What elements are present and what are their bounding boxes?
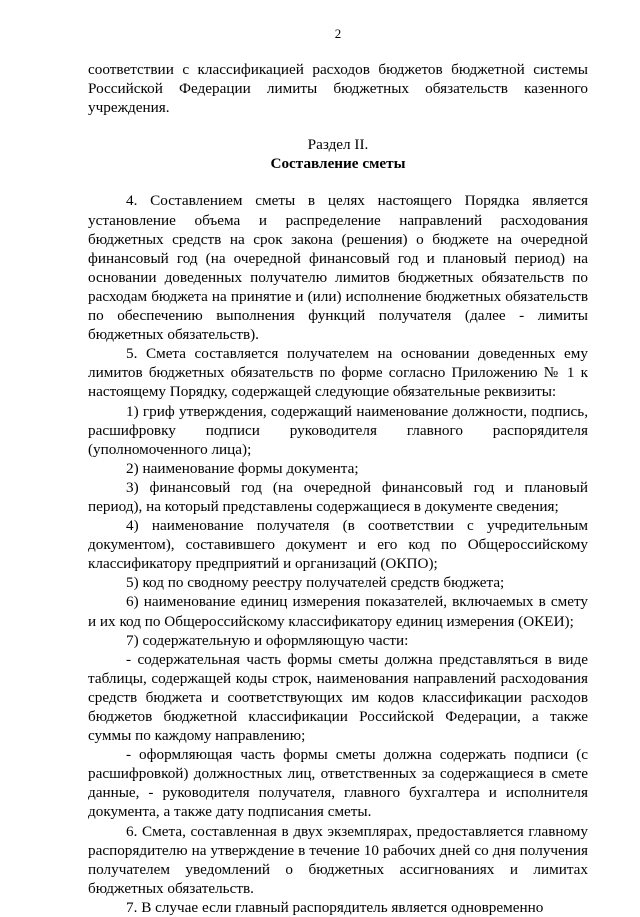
formatting-part-item: - оформляющая часть формы сметы должна содержать подписи (с расшифровкой) должностных лиц, ответственных за содержащиеся в смете данные, - руководителя получателя, главного бухгалтера и исполнителя документа, а также дату подписания сметы. — [88, 746, 588, 821]
requisite-7: 7) содержательную и оформляющую части: — [126, 631, 409, 649]
paragraph-4: 4. Составлением сметы в целях настоящего Порядка является установление объема и распределение направлений расходования бюджетных средств на срок закона (решения) о бюджете на очередной финансовый год (на очередной финансовый год и плановый период) на основании доведенных получателю лимитов бюджетных обязательств по расходам бюджета на принятие и (или) исполнение бюджетных обязательств по обеспечению выполнения функций получателя (далее - лимиты бюджетных обязательств). — [88, 192, 588, 344]
requisite-3: 3) финансовый год (на очередной финансовый год и плановый период), на который представлены содержащиеся в документе сведения; — [88, 478, 588, 515]
requisite-2: 2) наименование формы документа; — [126, 459, 359, 477]
intro-paragraph: соответствии с классификацией расходов бюджетов бюджетной системы Российской Федерации лимиты бюджетных обязательств казенного учреждения. — [88, 61, 588, 117]
section-heading — [88, 135, 588, 173]
requisite-6: 6) наименование единиц измерения показателей, включаемых в смету и их код по Общероссийскому классификатору единиц измерения (ОКЕИ); — [88, 593, 588, 630]
content-part-item: - содержательная часть формы сметы должна представляться в виде таблицы, содержащей коды строк, наименования направлений расходования средств бюджета и соответствующих им кодов классификации расходов бюджетов бюджетной классификации Российской Федерации, а также суммы по каждому направлению; — [88, 650, 588, 745]
paragraph-5: 5. Смета составляется получателем на основании доведенных ему лимитов бюджетных обязательств по форме согласно Приложению № 1 к настоящему Порядку, содержащей следующие обязательные реквизиты: — [88, 345, 588, 401]
paragraph-6: 6. Смета, составленная в двух экземплярах, предоставляется главному распорядителю на утверждение в течение 10 рабочих дней со дня получения получателем уведомлений о бюджетных ассигнованиях и лимитах бюджетных обязательств. — [88, 822, 588, 897]
section-title: Составление сметы — [270, 155, 406, 173]
document-page — [88, 26, 588, 917]
section-number: Раздел II. — [307, 136, 369, 154]
paragraph-7: 7. В случае если главный распорядитель является одновременно — [126, 898, 544, 916]
requisite-1: 1) гриф утверждения, содержащий наименование должности, подпись, расшифровку подписи руководителя главного распорядителя (уполномоченного лица); — [88, 402, 588, 458]
page-number: 2 — [334, 26, 342, 41]
requisite-4: 4) наименование получателя (в соответствии с учредительным документом), составившего документ и его код по Общероссийскому классификатору предприятий и организаций (ОКПО); — [88, 517, 588, 573]
requisite-5: 5) код по сводному реестру получателей средств бюджета; — [126, 574, 505, 592]
